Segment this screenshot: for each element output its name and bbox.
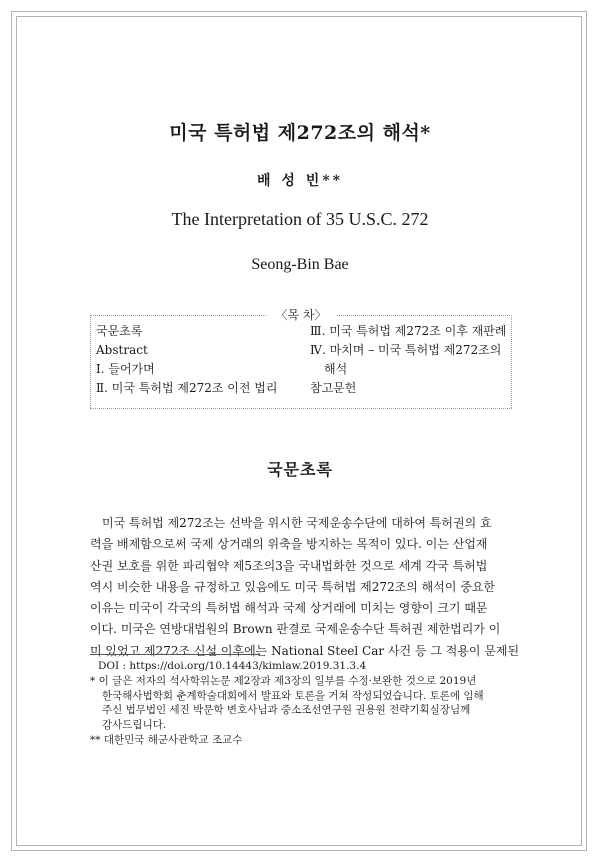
footnote-line: 한국해사법학회 춘계학술대회에서 발표와 토론을 거쳐 작성되었습니다. 토론에 임해 <box>102 689 484 702</box>
table-of-contents <box>90 306 512 409</box>
body-line: 역시 비슷한 내용을 규정하고 있음에도 미국 특허법 제272조의 해석이 중요한 <box>90 579 495 594</box>
author-korean: 배 성 빈** <box>257 173 343 189</box>
doi-link[interactable]: DOI : https://doi.org/10.14443/kimlaw.2019.31.3.4 <box>98 660 367 672</box>
body-line: 이유는 미국이 각국의 특허법 해석과 국제 상거래에 미치는 영향이 크기 때문 <box>90 601 488 616</box>
toc-heading: 〈목 차〉 <box>266 306 336 324</box>
body-line: 미 있었고 제272조 신설 이후에는 National Steel Car 사건 등 그 적용이 문제된 <box>90 643 520 658</box>
toc-item[interactable]: 국문초록 <box>96 324 143 338</box>
toc-right-border <box>511 315 512 408</box>
footnote-line: ** 대한민국 해군사관학교 조교수 <box>90 733 243 746</box>
body-line: 산권 보호를 위한 파리협약 제5조의3을 국내법화한 것으로 세계 각국 특허법 <box>90 558 488 573</box>
toc-item[interactable]: Ⅰ. 들어가며 <box>96 362 155 376</box>
body-line: 미국 특허법 제272조는 선박을 위시한 국제운송수단에 대하여 특허권의 효 <box>102 516 492 530</box>
author-english: Seong-Bin Bae <box>251 256 349 273</box>
section-heading: 국문초록 <box>267 460 333 479</box>
toc-item[interactable]: 참고문헌 <box>310 381 357 395</box>
toc-item[interactable]: Ⅲ. 미국 특허법 제272조 이후 재판례 <box>310 324 507 338</box>
paper-title: 미국 특허법 제272조의 해석* <box>169 122 431 144</box>
toc-item[interactable]: Ⅳ. 마치며 – 미국 특허법 제272조의 <box>310 343 502 357</box>
footnote-line: 감사드립니다. <box>102 719 167 732</box>
toc-bottom-border <box>90 408 512 409</box>
footnote-line: 주신 법무법인 세진 박문학 변호사님과 중소조선연구원 권용원 전략기획실장님께 <box>102 704 471 717</box>
toc-item[interactable]: Ⅱ. 미국 특허법 제272조 이전 법리 <box>96 381 278 395</box>
toc-item[interactable]: Abstract <box>96 343 148 357</box>
toc-item-continuation[interactable]: 해석 <box>324 362 348 376</box>
toc-left-border <box>90 315 91 408</box>
toc-right-column <box>310 322 506 398</box>
toc-left-column <box>96 322 277 398</box>
footnote-line: * 이 글은 저자의 석사학위논문 제2장과 제3장의 일부를 수정·보완한 것으로 2019년 <box>90 674 477 687</box>
footnotes <box>90 659 520 748</box>
body-line: 이다. 미국은 연방대법원의 Brown 판결로 국제운송수단 특허권 제한법리가 이 <box>90 622 501 637</box>
abstract-body <box>90 513 520 662</box>
paper-title-english: The Interpretation of 35 U.S.C. 272 <box>171 209 429 229</box>
footnote-divider <box>90 654 260 655</box>
body-line: 력을 배제함으로써 국제 상거래의 위축을 방지하는 목적이 있다. 이는 산업재 <box>90 537 488 552</box>
